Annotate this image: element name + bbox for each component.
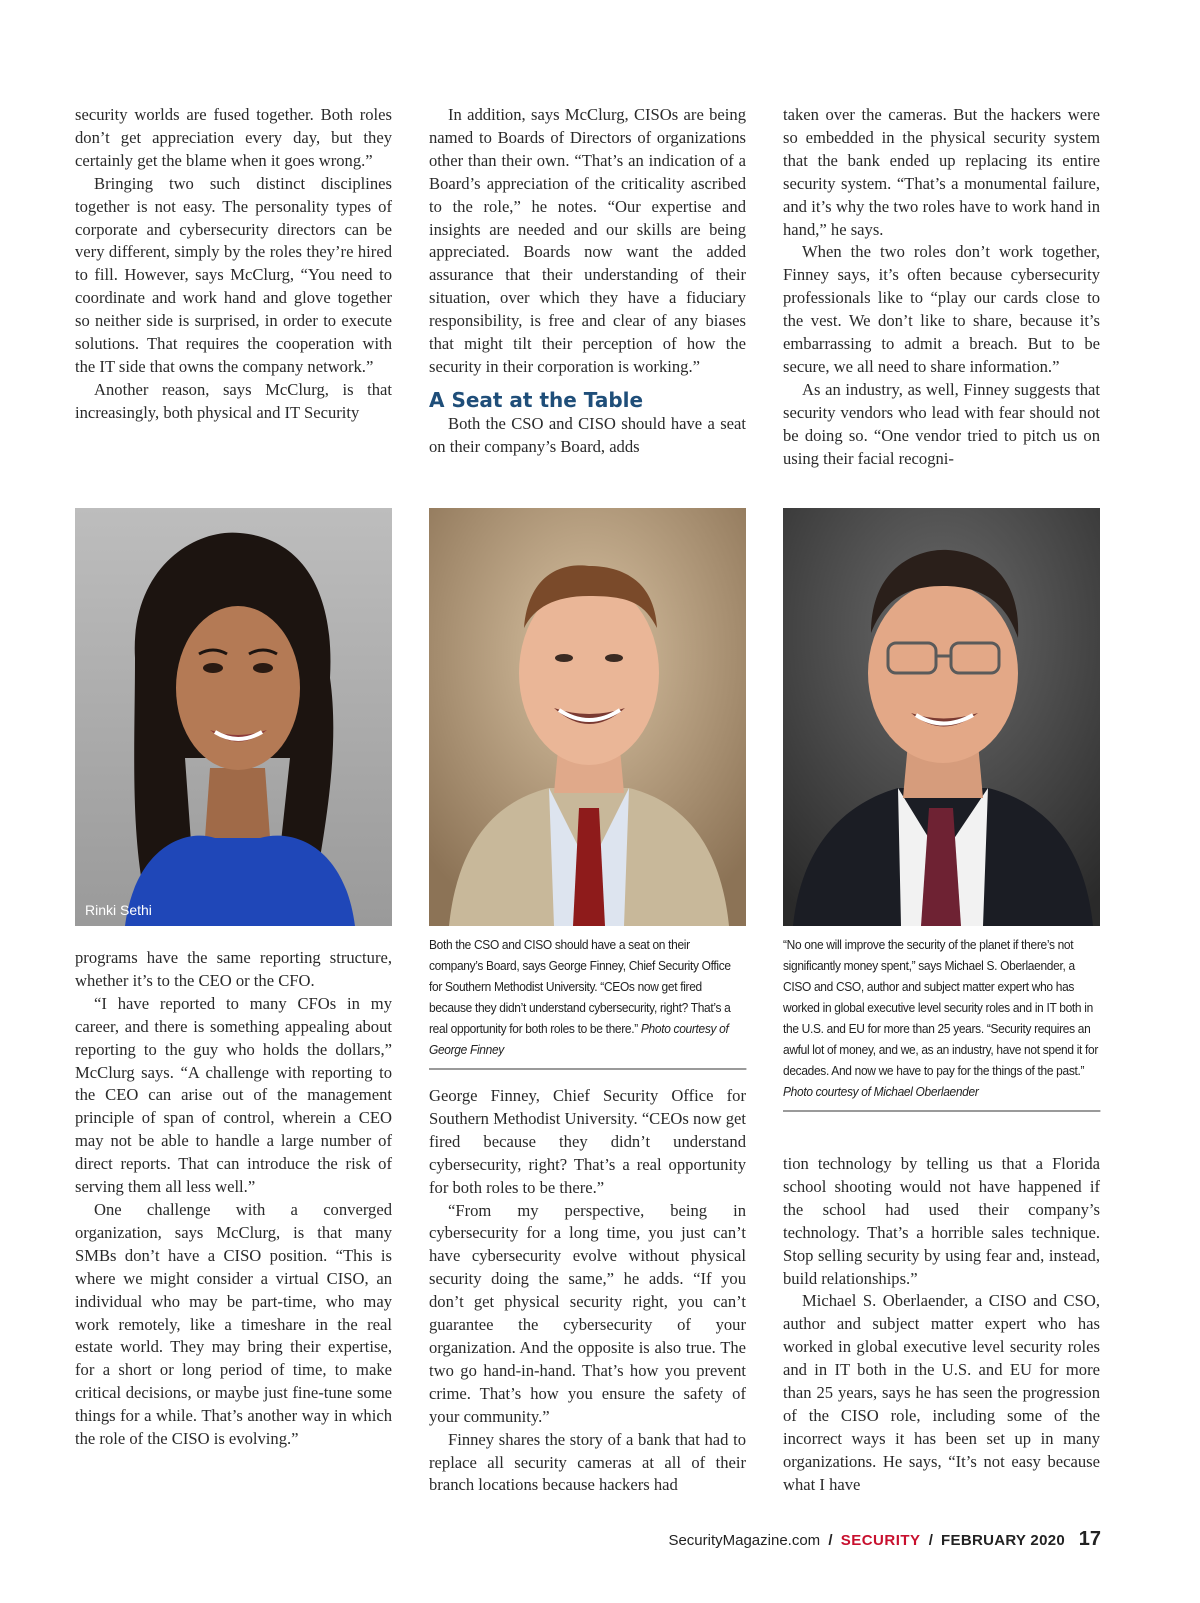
paragraph: As an industry, as well, Finney suggests that security vendors who lead with fear should not be doing so. “One vendor tried to pitch us on using their facial recogni- bbox=[783, 379, 1100, 468]
column-3-top-text bbox=[783, 104, 1100, 471]
portrait-illustration bbox=[429, 508, 746, 926]
portrait-photo-rinki-sethi bbox=[75, 508, 392, 926]
page-number: 17 bbox=[1078, 1528, 1101, 1550]
portrait-illustration bbox=[783, 508, 1100, 926]
paragraph: programs have the same reporting structure, whether it’s to the CEO or the CFO. bbox=[75, 948, 392, 990]
paragraph: “I have reported to many CFOs in my career, and there is something appealing about reporting to the guy who holds the dollars,” McClurg says. “A challenge with reporting to the CEO can arise out of the management principle of span of control, wherein a CEO may not be able to handle a large number of direct reports. That can introduce the risk of serving them all less well.” bbox=[75, 993, 392, 1197]
photo-credit: Photo courtesy of Michael Oberlaender bbox=[783, 1084, 979, 1099]
column-1-bottom-text bbox=[75, 947, 392, 1451]
paragraph: Another reason, says McClurg, is that increasingly, both physical and IT Security bbox=[75, 379, 392, 422]
column-1-top-text bbox=[75, 104, 392, 425]
paragraph: tion technology by telling us that a Florida school shooting would not have happened if the school had used their company’s technology. That’s a horrible sales technique. Stop selling security by using fear and, instead, build relationships.” bbox=[783, 1154, 1100, 1288]
column-3-bottom-text bbox=[783, 1153, 1100, 1497]
paragraph: “From my perspective, being in cybersecurity for a long time, you just can’t have cybersecurity evolve without physical security doing the same,” he adds. “If you don’t get physical security right, you can’t guarantee the cybersecurity of your organization. And the opposite is also true. The two go hand-in-hand. That’s how you prevent crime. That’s how you ensure the safety of your community.” bbox=[429, 1200, 746, 1426]
section-heading: A Seat at the Table bbox=[429, 387, 644, 412]
paragraph: George Finney, Chief Security Office for Southern Methodist University. “CEOs now get fired because they didn’t understand cybersecurity, right? That’s a real opportunity for both roles to be there.” bbox=[429, 1086, 746, 1197]
footer-separator: / bbox=[828, 1532, 833, 1549]
column-2-top-text bbox=[429, 104, 746, 459]
paragraph: Finney shares the story of a bank that had to replace all security cameras at all of their branch locations because hackers had bbox=[429, 1429, 746, 1495]
caption-text: Both the CSO and CISO should have a seat on their company’s Board, says George Finney, Chief Security Office for Southern Methodist University. “CEOs now get fired because they didn’t understand cybersecurity, right? That’s a real opportunity for both roles to be there.” bbox=[429, 937, 731, 1036]
photo-credit: Photo courtesy of George Finney bbox=[429, 1021, 729, 1057]
paragraph: Bringing two such distinct disciplines together is not easy. The personality types of corporate and cybersecurity directors can be very different, simply by the roles they’re hired to fill. However, says McClurg, “You need to coordinate and work hand and glove together so neither side is surprised, in order to execute solutions. That requires the cooperation with the IT side that owns the company network.” bbox=[75, 173, 392, 376]
portrait-photo-george-finney bbox=[429, 508, 746, 926]
column-2-bottom-text bbox=[429, 1085, 746, 1497]
portrait-illustration bbox=[75, 508, 392, 926]
paragraph: Both the CSO and CISO should have a seat on their company’s Board, adds bbox=[429, 413, 746, 456]
paragraph: security worlds are fused together. Both roles don’t get appreciation every day, but they certainly get the blame when it goes wrong.” bbox=[75, 105, 392, 170]
footer-date: FEBRUARY 2020 bbox=[941, 1532, 1065, 1549]
paragraph: One challenge with a converged organization, says McClurg, is that many SMBs don’t have a CISO position. “This is where we might consider a virtual CISO, an individual who may be part-time, who may work remotely, like a timeshare in the real estate world. They may bring their expertise, for a short or long period of time, to make critical decisions, or maybe just fine-tune some things for a while. That’s another way in which the role of the CISO is evolving.” bbox=[75, 1199, 392, 1449]
footer-brand: SECURITY bbox=[840, 1532, 921, 1549]
paragraph: Michael S. Oberlaender, a CISO and CSO, author and subject matter expert who has worked in global executive level security roles and in IT both in the U.S. and EU for more than 25 years, says he has seen the progression of the CISO role, including some of the incorrect ways it has been set up in many organizations. He says, “It’s not easy because what I have bbox=[783, 1291, 1100, 1494]
paragraph: In addition, says McClurg, CISOs are being named to Boards of Directors of organizations other than their own. “That’s an indication of a Board’s appreciation of the criticality ascribed to the role,” he notes. “Our expertise and insights are needed and our skills are being appreciated. Boards now want the added assurance that their understanding of their situation, over which they have a fiduciary responsibility, is free and clear of any biases that might tilt their perception of how the security in their corporation is working.” bbox=[429, 105, 746, 376]
photo-label: Rinki Sethi bbox=[85, 902, 152, 918]
paragraph: taken over the cameras. But the hackers were so embedded in the physical security system that the bank ended up replacing its entire security system. “That’s a monumental failure, and it’s why the two roles have to work hand in hand,” he says. bbox=[783, 105, 1100, 239]
caption-text: “No one will improve the security of the planet if there’s not significantly money spent,” says Michael S. Oberlaender, a CISO and CSO, author and subject matter expert who has worked in global executive level security roles and in IT both in the U.S. and EU for more than 25 years. “Security requires an awful lot of money, and we, as an industry, have not spend it for decades. And now we have to pay for the things of the past.” bbox=[783, 937, 1099, 1078]
page-footer bbox=[668, 1532, 1065, 1549]
paragraph: When the two roles don’t work together, Finney says, it’s often because cybersecurity professionals like to “play our cards close to the vest. We don’t like to share, because it’s embarrassing to admit a breach. But to be secure, we all need to share information.” bbox=[783, 242, 1100, 376]
footer-separator: / bbox=[928, 1532, 933, 1549]
photo-caption-finney bbox=[429, 934, 746, 1070]
footer-site: SecurityMagazine.com bbox=[668, 1532, 821, 1549]
portrait-photo-michael-oberlaender bbox=[783, 508, 1100, 926]
photo-caption-oberlaender bbox=[783, 934, 1100, 1112]
